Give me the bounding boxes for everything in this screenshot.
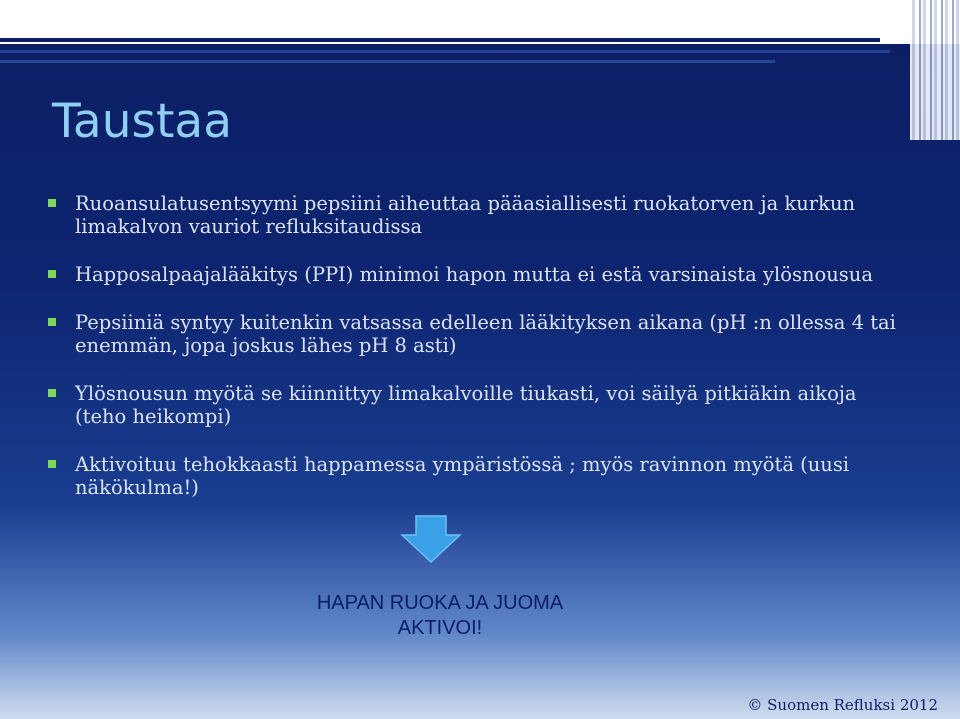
bullet-item: [48, 453, 908, 499]
bullet-square-icon: [48, 389, 56, 397]
bullet-square-icon: [48, 270, 56, 278]
bullet-list: [48, 192, 908, 524]
bullet-square-icon: [48, 318, 56, 326]
callout-text: [280, 591, 600, 641]
bullet-square-icon: [48, 199, 56, 207]
bullet-item: [48, 311, 908, 357]
bullet-square-icon: [48, 460, 56, 468]
bullet-text: Pepsiiniä syntyy kuitenkin vatsassa edelleen lääkityksen aikana (pH :n ollessa 4 tai enemmän, jopa joskus lähes pH 8 asti): [75, 311, 896, 357]
bullet-text: Ruoansulatusentsyymi pepsiini aiheuttaa pääasiallisesti ruokatorven ja kurkun limakalvon vauriot refluksitaudissa: [75, 192, 856, 238]
decor-strip: [0, 38, 880, 42]
down-arrow-icon: [400, 515, 462, 563]
copyright-footer: © Suomen Refluksi 2012: [747, 696, 938, 714]
bullet-item: [48, 382, 908, 428]
bullet-text: Happosalpaajalääkitys (PPI) minimoi hapon mutta ei estä varsinaista ylösnousua: [75, 263, 873, 286]
bullet-item: [48, 263, 908, 286]
bullet-text: Ylösnousun myötä se kiinnittyy limakalvoille tiukasti, voi säilyä pitkiäkin aikoja (teho heikompi): [75, 382, 857, 428]
decor-strip: [0, 60, 775, 63]
callout-line: AKTIVOI!: [397, 617, 483, 639]
right-decor-lines: [910, 0, 960, 140]
bullet-item: [48, 192, 908, 238]
decor-strip: [0, 50, 890, 53]
bullet-text: Aktivoituu tehokkaasti happamessa ympäristössä ; myös ravinnon myötä (uusi näkökulma!): [75, 453, 850, 499]
slide-title: Taustaa: [52, 94, 233, 149]
callout-line: HAPAN RUOKA JA JUOMA: [316, 592, 564, 614]
